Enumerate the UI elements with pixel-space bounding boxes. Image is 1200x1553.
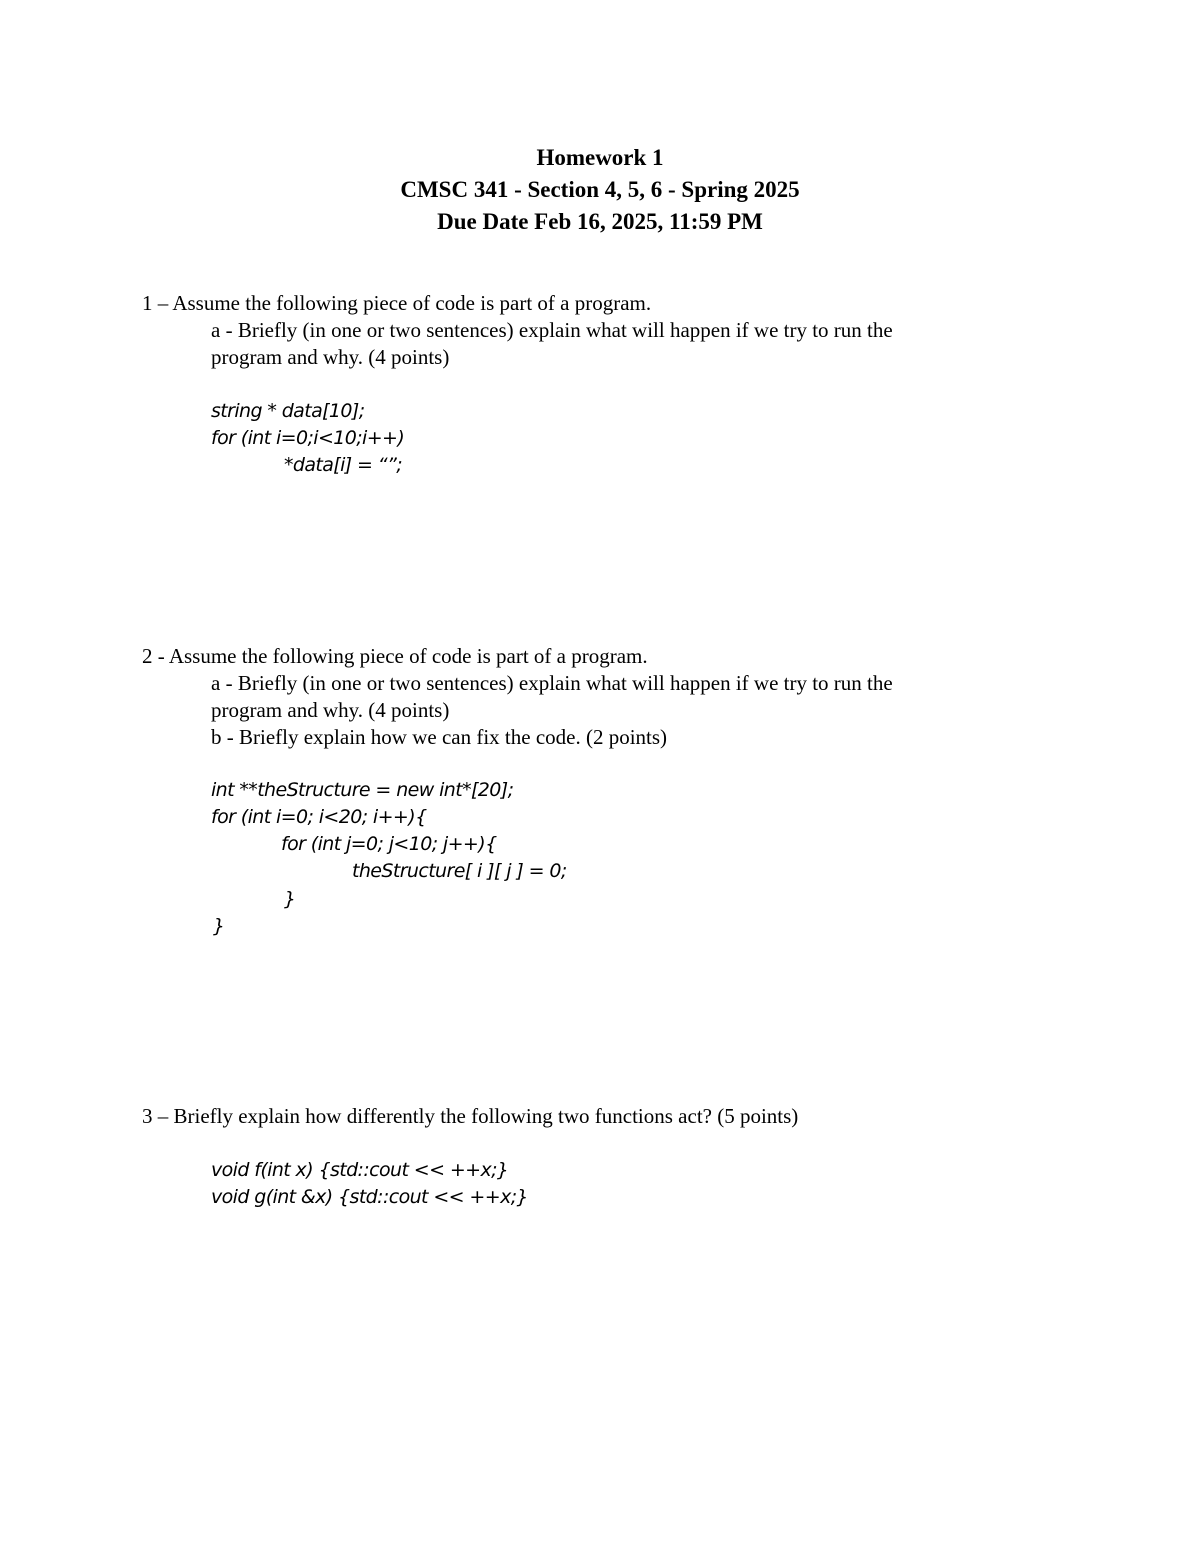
due-date-line: Due Date Feb 16, 2025, 11:59 PM (437, 209, 763, 234)
q1-code-line: for (int i=0;i<10;i++) (211, 427, 405, 449)
q3-code-line: void f(int x) {std::cout << ++x;} (211, 1159, 509, 1181)
q1-part-a-line2: program and why. (4 points) (211, 345, 450, 369)
q3-code-line: void g(int &x) {std::cout << ++x;} (211, 1186, 528, 1208)
q1-code-line: string * data[10]; (211, 400, 365, 422)
q1-part-a-line1: a - Briefly (in one or two sentences) explain what will happen if we try to run the (211, 318, 893, 342)
q1-prompt: 1 – Assume the following piece of code is part of a program. (142, 291, 652, 315)
q2-code-line: } (213, 915, 225, 937)
q2-code-line: for (int i=0; i<20; i++){ (211, 806, 427, 828)
q2-code-line: for (int j=0; j<10; j++){ (281, 833, 497, 855)
q1-code-line: *data[i] = “”; (284, 454, 403, 476)
q2-prompt: 2 - Assume the following piece of code is part of a program. (142, 644, 648, 668)
q2-part-b: b - Briefly explain how we can fix the code. (2 points) (211, 725, 668, 749)
q2-code-line: } (284, 888, 296, 910)
q2-part-a-line1: a - Briefly (in one or two sentences) explain what will happen if we try to run the (211, 671, 893, 695)
course-line: CMSC 341 - Section 4, 5, 6 - Spring 2025 (400, 177, 800, 202)
q2-part-a-line2: program and why. (4 points) (211, 698, 450, 722)
homework-title: Homework 1 (536, 145, 664, 170)
q3-prompt: 3 – Briefly explain how differently the following two functions act? (5 points) (142, 1104, 799, 1128)
document-header (0, 142, 1200, 238)
q2-code-line: theStructure[ i ][ j ] = 0; (352, 860, 567, 882)
q2-code-line: int **theStructure = new int*[20]; (211, 779, 514, 801)
